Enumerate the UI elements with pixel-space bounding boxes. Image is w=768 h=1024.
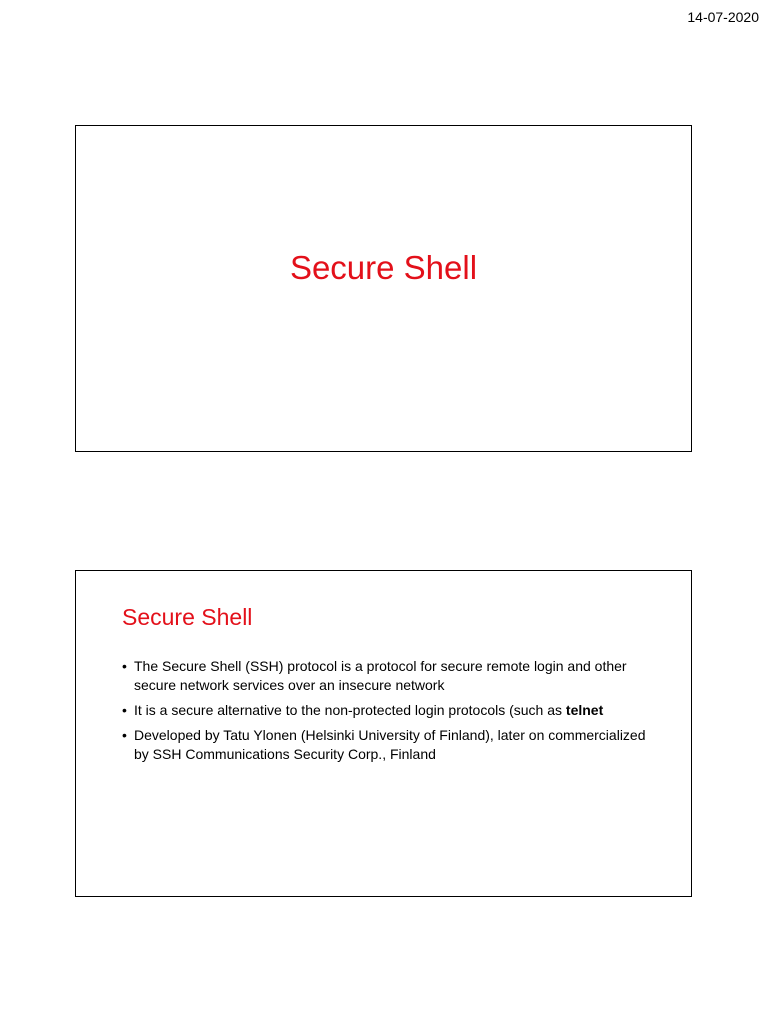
bullet-item: [122, 657, 652, 695]
bullet-item: [122, 701, 652, 720]
bullet-item: [122, 726, 652, 764]
title-slide: [75, 125, 692, 452]
bullet-text: The Secure Shell (SSH) protocol is a protocol for secure remote login and other secure network services over an insecure network: [134, 658, 627, 693]
bullet-icon: •: [122, 727, 127, 743]
slide-title: Secure Shell: [289, 249, 478, 286]
content-slide: [75, 570, 692, 897]
bullet-list: [122, 657, 652, 770]
bullet-bold-text: telnet: [565, 702, 604, 718]
bullet-icon: •: [122, 702, 127, 718]
bullet-text: Developed by Tatu Ylonen (Helsinki University of Finland), later on commercialized by SSH Communications Security Corp., Finland: [134, 727, 646, 762]
page-date: 14-07-2020: [687, 9, 759, 25]
bullet-icon: •: [122, 658, 127, 674]
slide-heading: Secure Shell: [122, 604, 253, 630]
bullet-text: It is a secure alternative to the non-protected login protocols (such as: [134, 702, 566, 718]
